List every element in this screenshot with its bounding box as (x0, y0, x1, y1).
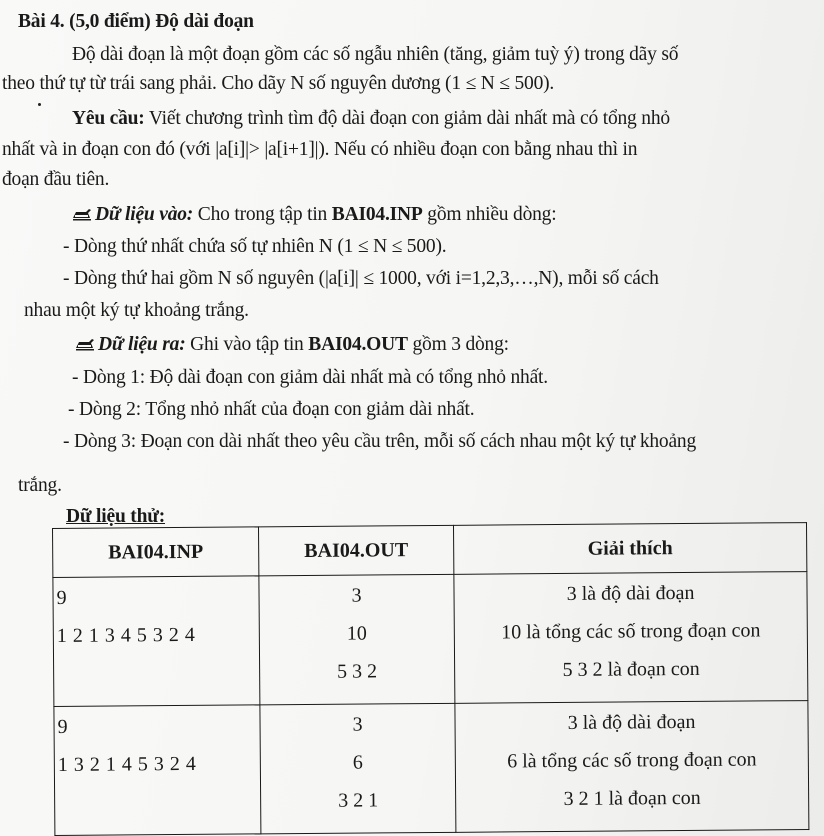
output-bullet-2: - Dòng 2: Tổng nhỏ nhất của đoạn con giảm dài nhất. (68, 399, 475, 420)
requirement-line-1 (72, 107, 670, 131)
requirement-line-2: nhất và in đoạn con đó (với |a[i]|> |a[i+1]|). Nếu có nhiều đoạn con bằng nhau thì in (2, 139, 638, 160)
cell-inp (53, 576, 260, 707)
output-text-after: gồm 3 dòng: (407, 334, 509, 355)
output-label: Dữ liệu ra: (98, 334, 186, 355)
output-filename: BAI04.OUT (308, 334, 408, 355)
cell-out (259, 574, 455, 705)
inp-line: 1 3 2 1 4 5 3 2 4 (57, 752, 197, 776)
intro-line-2: theo thứ tự từ trái sang phải. Cho dãy N số nguyên dương (1 ≤ N ≤ 500). (2, 73, 555, 94)
out-line: 10 (346, 622, 367, 645)
input-label: Dữ liệu vào: (95, 204, 194, 225)
scan-artifact-dot (38, 103, 41, 106)
intro-line-1: Độ dài đoạn là một đoạn gồm các số ngẫu nhiên (tăng, giảm tuỳ ý) trong dãy số (72, 44, 679, 65)
requirement-label: Yêu cầu: (72, 108, 145, 129)
output-bullet-1: - Dòng 1: Độ dài đoạn con giảm dài nhất mà có tổng nhỏ nhất. (72, 367, 548, 388)
out-line: 3 (352, 713, 363, 736)
sample-table (52, 522, 809, 836)
inp-line: 9 (57, 715, 69, 738)
writing-hand-icon (72, 204, 92, 218)
cell-out (260, 703, 456, 834)
explain-line: 6 là tổng các số trong đoạn con (507, 748, 757, 773)
problem-title: Bài 4. (5,0 điểm) Độ dài đoạn (18, 11, 254, 32)
header-explain: Giải thích (453, 523, 806, 575)
input-text-after: gồm nhiều dòng: (422, 204, 557, 225)
writing-hand-icon (75, 334, 95, 348)
out-line: 5 3 2 (337, 660, 378, 683)
explain-line: 5 3 2 là đoạn con (562, 657, 700, 681)
explain-line: 10 là tổng các số trong đoạn con (501, 619, 761, 644)
sample-heading: Dữ liệu thử: (66, 506, 166, 527)
cell-explain (454, 572, 808, 704)
table-header-row (53, 523, 807, 578)
header-out: BAI04.OUT (258, 525, 453, 576)
header-inp: BAI04.INP (53, 527, 259, 578)
input-bullet-2-line-1: - Dòng thứ hai gồm N số nguyên (|a[i]| ≤ 1000, với i=1,2,3,…,N), mỗi số cách (63, 268, 659, 289)
table-row (53, 572, 808, 707)
inp-line: 9 (56, 586, 68, 609)
table-row (54, 701, 809, 836)
explain-line: 3 là độ dài đoạn (566, 581, 695, 605)
requirement-text-1: Viết chương trình tìm độ dài đoạn con giảm dài nhất mà có tổng nhỏ (144, 108, 670, 129)
input-heading-line (72, 203, 556, 227)
cell-inp (54, 705, 261, 836)
output-bullet-3-line-1: - Dòng 3: Đoạn con dài nhất theo yêu cầu trên, mỗi số cách nhau một ký tự khoảng (63, 431, 697, 452)
output-text-before: Ghi vào tập tin (185, 334, 309, 355)
input-bullet-2-line-2: nhau một ký tự khoảng trắng. (24, 300, 249, 321)
input-filename: BAI04.INP (331, 204, 423, 225)
cell-explain (455, 701, 809, 833)
explain-line: 3 2 1 là đoạn con (563, 786, 701, 810)
out-line: 3 2 1 (338, 789, 379, 812)
out-line: 3 (351, 584, 362, 607)
inp-line: 1 2 1 3 4 5 3 2 4 (56, 623, 196, 647)
explain-line: 3 là độ dài đoạn (567, 710, 696, 734)
input-text-before: Cho trong tập tin (193, 204, 332, 225)
out-line: 6 (352, 751, 363, 774)
output-bullet-3-line-2: trắng. (18, 475, 62, 496)
input-bullet-1: - Dòng thứ nhất chứa số tự nhiên N (1 ≤ N ≤ 500). (63, 236, 447, 257)
output-heading-line (75, 333, 509, 357)
requirement-line-3: đoạn đầu tiên. (2, 169, 110, 190)
